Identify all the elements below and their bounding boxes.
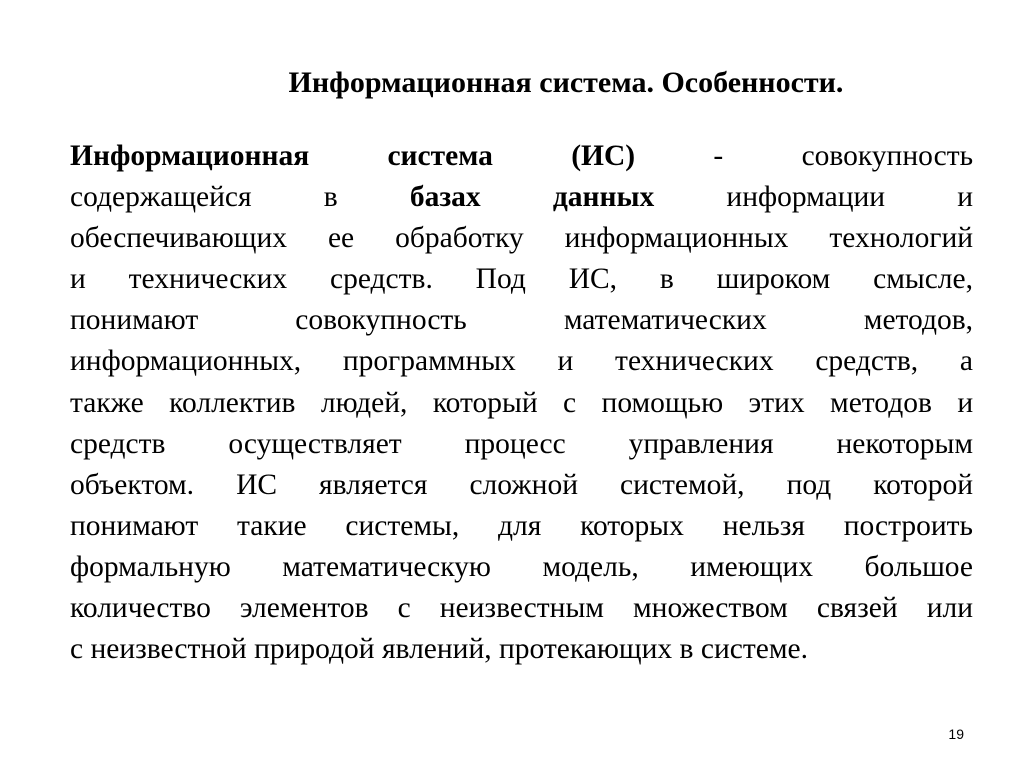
paragraph-word: и [70,263,86,296]
paragraph-word: людей, [320,386,408,419]
paragraph-line [70,465,973,506]
paragraph-word: понимают [70,304,199,337]
paragraph-word: неизвестным [439,592,604,625]
paragraph-line [70,300,973,341]
paragraph-line [70,259,973,300]
paragraph-line [70,341,973,382]
paragraph-word: осуществляет [228,427,402,460]
paragraph-word: математических [563,304,767,337]
bold-term: Информационная [70,140,310,172]
paragraph-word: понимают [70,509,199,542]
paragraph-word: а [959,345,973,378]
paragraph-word: технических [615,345,774,378]
paragraph-word: который [432,386,538,419]
paragraph-line [70,629,973,670]
paragraph-word: этих [748,386,805,419]
paragraph-word: ее [327,222,355,255]
paragraph-word: методов [830,386,932,419]
paragraph-line [70,506,973,547]
paragraph-word: в [323,181,338,214]
paragraph-word: управления [628,427,774,460]
bold-term: система [387,140,493,172]
bold-term: данных [552,181,655,214]
paragraph-word: такие [237,509,307,542]
paragraph-word: математическую [282,550,491,583]
page-number: 19 [948,726,964,742]
paragraph-word: нельзя [722,509,805,542]
paragraph-word: построить [843,509,974,542]
paragraph-word: множеством [632,592,788,625]
paragraph-word: которой [873,468,974,501]
paragraph-word: совокупность [295,304,467,337]
paragraph-word: коллектив [169,386,296,419]
paragraph-word: обработку [395,222,524,255]
slide-title: Информационная система. Особенности. [288,66,844,99]
paragraph-line [70,383,973,424]
paragraph-word: средств [70,427,166,460]
paragraph-word: является [319,468,428,501]
paragraph-word: которых [580,509,684,542]
paragraph-word: программных [342,345,516,378]
paragraph-word: системе. [700,633,808,666]
paragraph-line [70,547,973,588]
paragraph-word: неизвестной [90,633,247,666]
paragraph-word: явлений, [381,633,492,666]
paragraph-word: для [498,509,542,542]
paragraph-line [70,177,973,218]
paragraph-word: системой, [620,468,745,501]
paragraph-word: и [957,181,974,214]
paragraph-word: в [679,633,694,666]
paragraph-word: средств. [329,263,433,296]
paragraph-word: протекающих [499,633,673,666]
paragraph-word: под [786,468,832,501]
paragraph-word: имеющих [690,550,814,583]
paragraph-word: природой [254,633,375,666]
paragraph-word: процесс [464,427,566,460]
paragraph-word: элементов [239,592,369,625]
paragraph-word: в [659,263,674,296]
paragraph-word: технологий [829,222,974,255]
paragraph-word: Под [475,263,526,296]
paragraph-word: и [557,345,574,378]
paragraph-word: информационных, [70,345,302,378]
paragraph-word: или [926,592,973,625]
body-text [70,136,973,670]
paragraph-line [70,218,973,259]
paragraph-word: средств, [815,345,919,378]
paragraph-line [70,588,973,629]
paragraph-word: содержащейся [70,181,252,214]
paragraph-word: модель, [542,550,639,583]
paragraph-word: обеспечивающих [70,222,287,255]
paragraph-word: системы, [345,509,460,542]
paragraph-line [70,424,973,465]
paragraph-word: информации [726,181,886,214]
paragraph-word: количество [70,592,211,625]
paragraph-word: технических [128,263,288,296]
paragraph-word: с [70,633,84,666]
paragraph-word: большое [864,550,974,583]
paragraph-word: с [563,386,577,419]
paragraph-word: смысле, [873,263,973,296]
paragraph-word: ИС [236,468,278,501]
paragraph-word: и [957,386,974,419]
paragraph-word: методов, [863,304,974,337]
paragraph-word: - [713,140,724,172]
paragraph-word: совокупность [801,140,974,172]
paragraph-word: широком [716,263,831,296]
bold-term: базах [409,181,481,214]
paragraph-word: ИС, [568,263,618,296]
paragraph-word: формальную [70,550,231,583]
paragraph-word: сложной [469,468,579,501]
paragraph-word: также [70,386,144,419]
paragraph-word: с [397,592,411,625]
paragraph-word: информационных [564,222,789,255]
bold-term: (ИС) [571,140,636,172]
paragraph-word: объектом. [70,468,195,501]
paragraph-word: помощью [601,386,724,419]
paragraph-line [70,136,973,177]
paragraph-word: связей [816,592,898,625]
paragraph-word: некоторым [836,427,974,460]
